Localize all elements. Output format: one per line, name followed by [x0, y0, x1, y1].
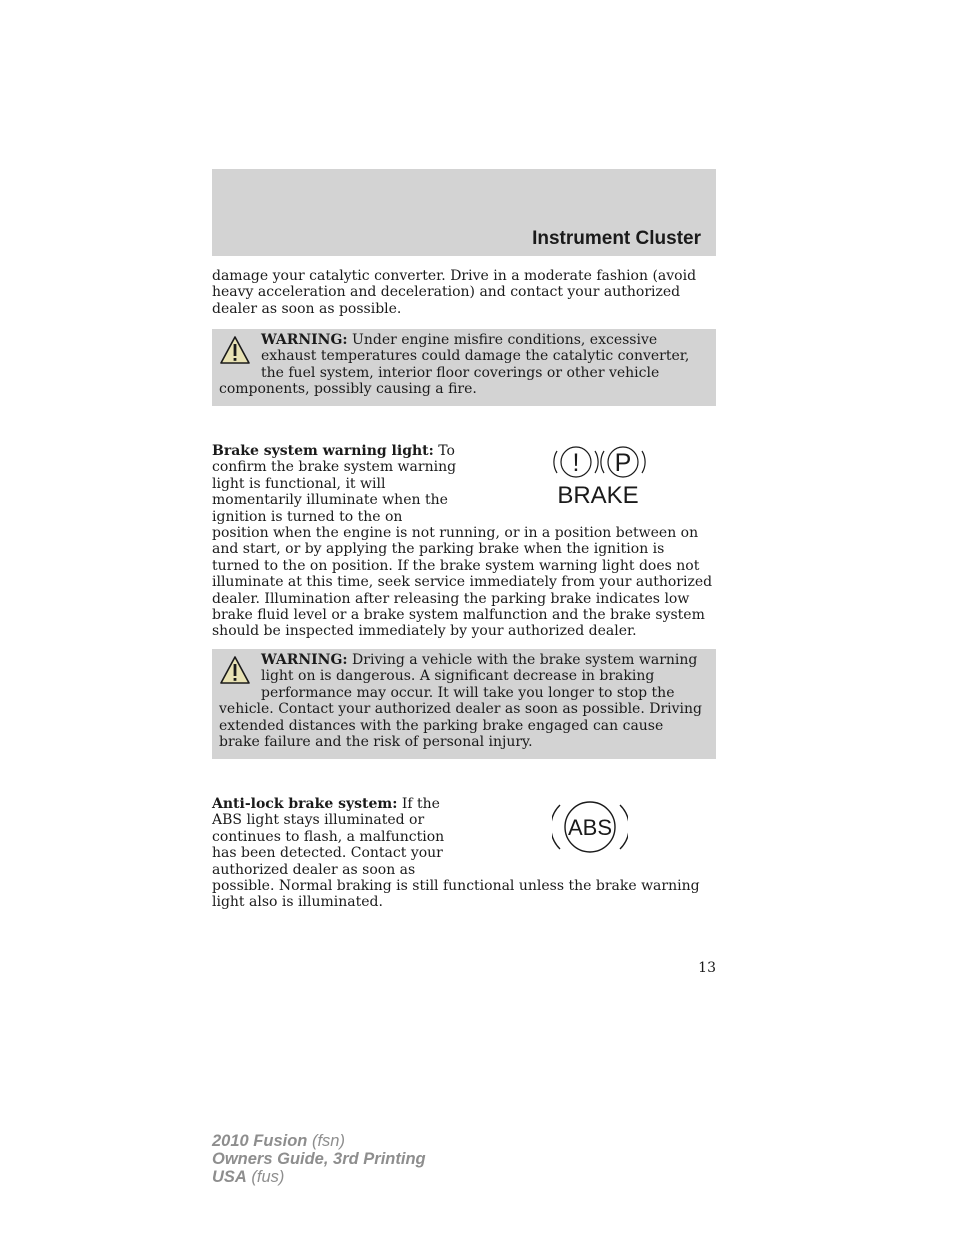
- brake-p-text: P: [614, 449, 632, 477]
- warning-text: Driving a vehicle with the brake system warning light on is dangerous. A significant decrease in braking performance may occur. It will take you longer to stop the vehicle. Contact your authorized dealer as soon as possible. Driving extended distances with the parking brake engaged can cause brake failure and the risk of personal injury.: [219, 652, 703, 751]
- warning-box-catalytic: [212, 329, 716, 406]
- section-title: Instrument Cluster: [532, 228, 701, 249]
- abs-text: If the ABS light stays illuminated or continues to flash, a malfunction has been detected. Contact your authorized dealer as soon as possible. Normal braking is still functional unless the brake warning light also is illuminated.: [212, 796, 700, 911]
- warning-text: Under engine misfire conditions, excessive exhaust temperatures could damage the catalytic converter, the fuel system, interior floor coverings or other vehicle components, possibly causing a fire.: [219, 332, 690, 398]
- warning-box-brake: [212, 649, 716, 759]
- footer-line-1: 2010 Fusion (fsn): [212, 1132, 345, 1150]
- intro-paragraph: damage your catalytic converter. Drive in a moderate fashion (avoid heavy acceleration and deceleration) and contact your authorized dealer as soon as possible.: [212, 268, 697, 317]
- brake-system-text: To confirm the brake system warning light is functional, it will momentarily illuminate when the ignition is turned to the on position when the engine is not running, or in a position between on and start, or by applying the parking brake when the ignition is turned to the on position. If the brake system warning light does not illuminate at this time, seek service immediately from your authorized dealer. Illumination after releasing the parking brake indicates low brake fluid level or a brake system malfunction and the brake system should be inspected immediately by your authorized dealer.: [212, 443, 713, 640]
- abs-heading: Anti-lock brake system:: [212, 796, 398, 812]
- section-header-band: [212, 169, 716, 256]
- warning-label: WARNING:: [261, 332, 348, 348]
- footer: [212, 1132, 426, 1186]
- footer-line-3: USA (fus): [212, 1168, 285, 1186]
- brake-exclaim-text: !: [572, 449, 580, 477]
- page-number: 13: [698, 960, 716, 976]
- abs-word-text: ABS: [567, 815, 613, 840]
- footer-line-2: Owners Guide, 3rd Printing: [212, 1150, 426, 1168]
- warning-triangle-icon: [219, 335, 251, 365]
- brake-word-text: BRAKE: [557, 482, 639, 507]
- warning-label: WARNING:: [261, 652, 348, 668]
- abs-paragraph: [212, 796, 716, 911]
- warning-triangle-icon: [219, 655, 251, 685]
- brake-system-heading: Brake system warning light:: [212, 443, 434, 459]
- brake-system-paragraph: [212, 443, 716, 640]
